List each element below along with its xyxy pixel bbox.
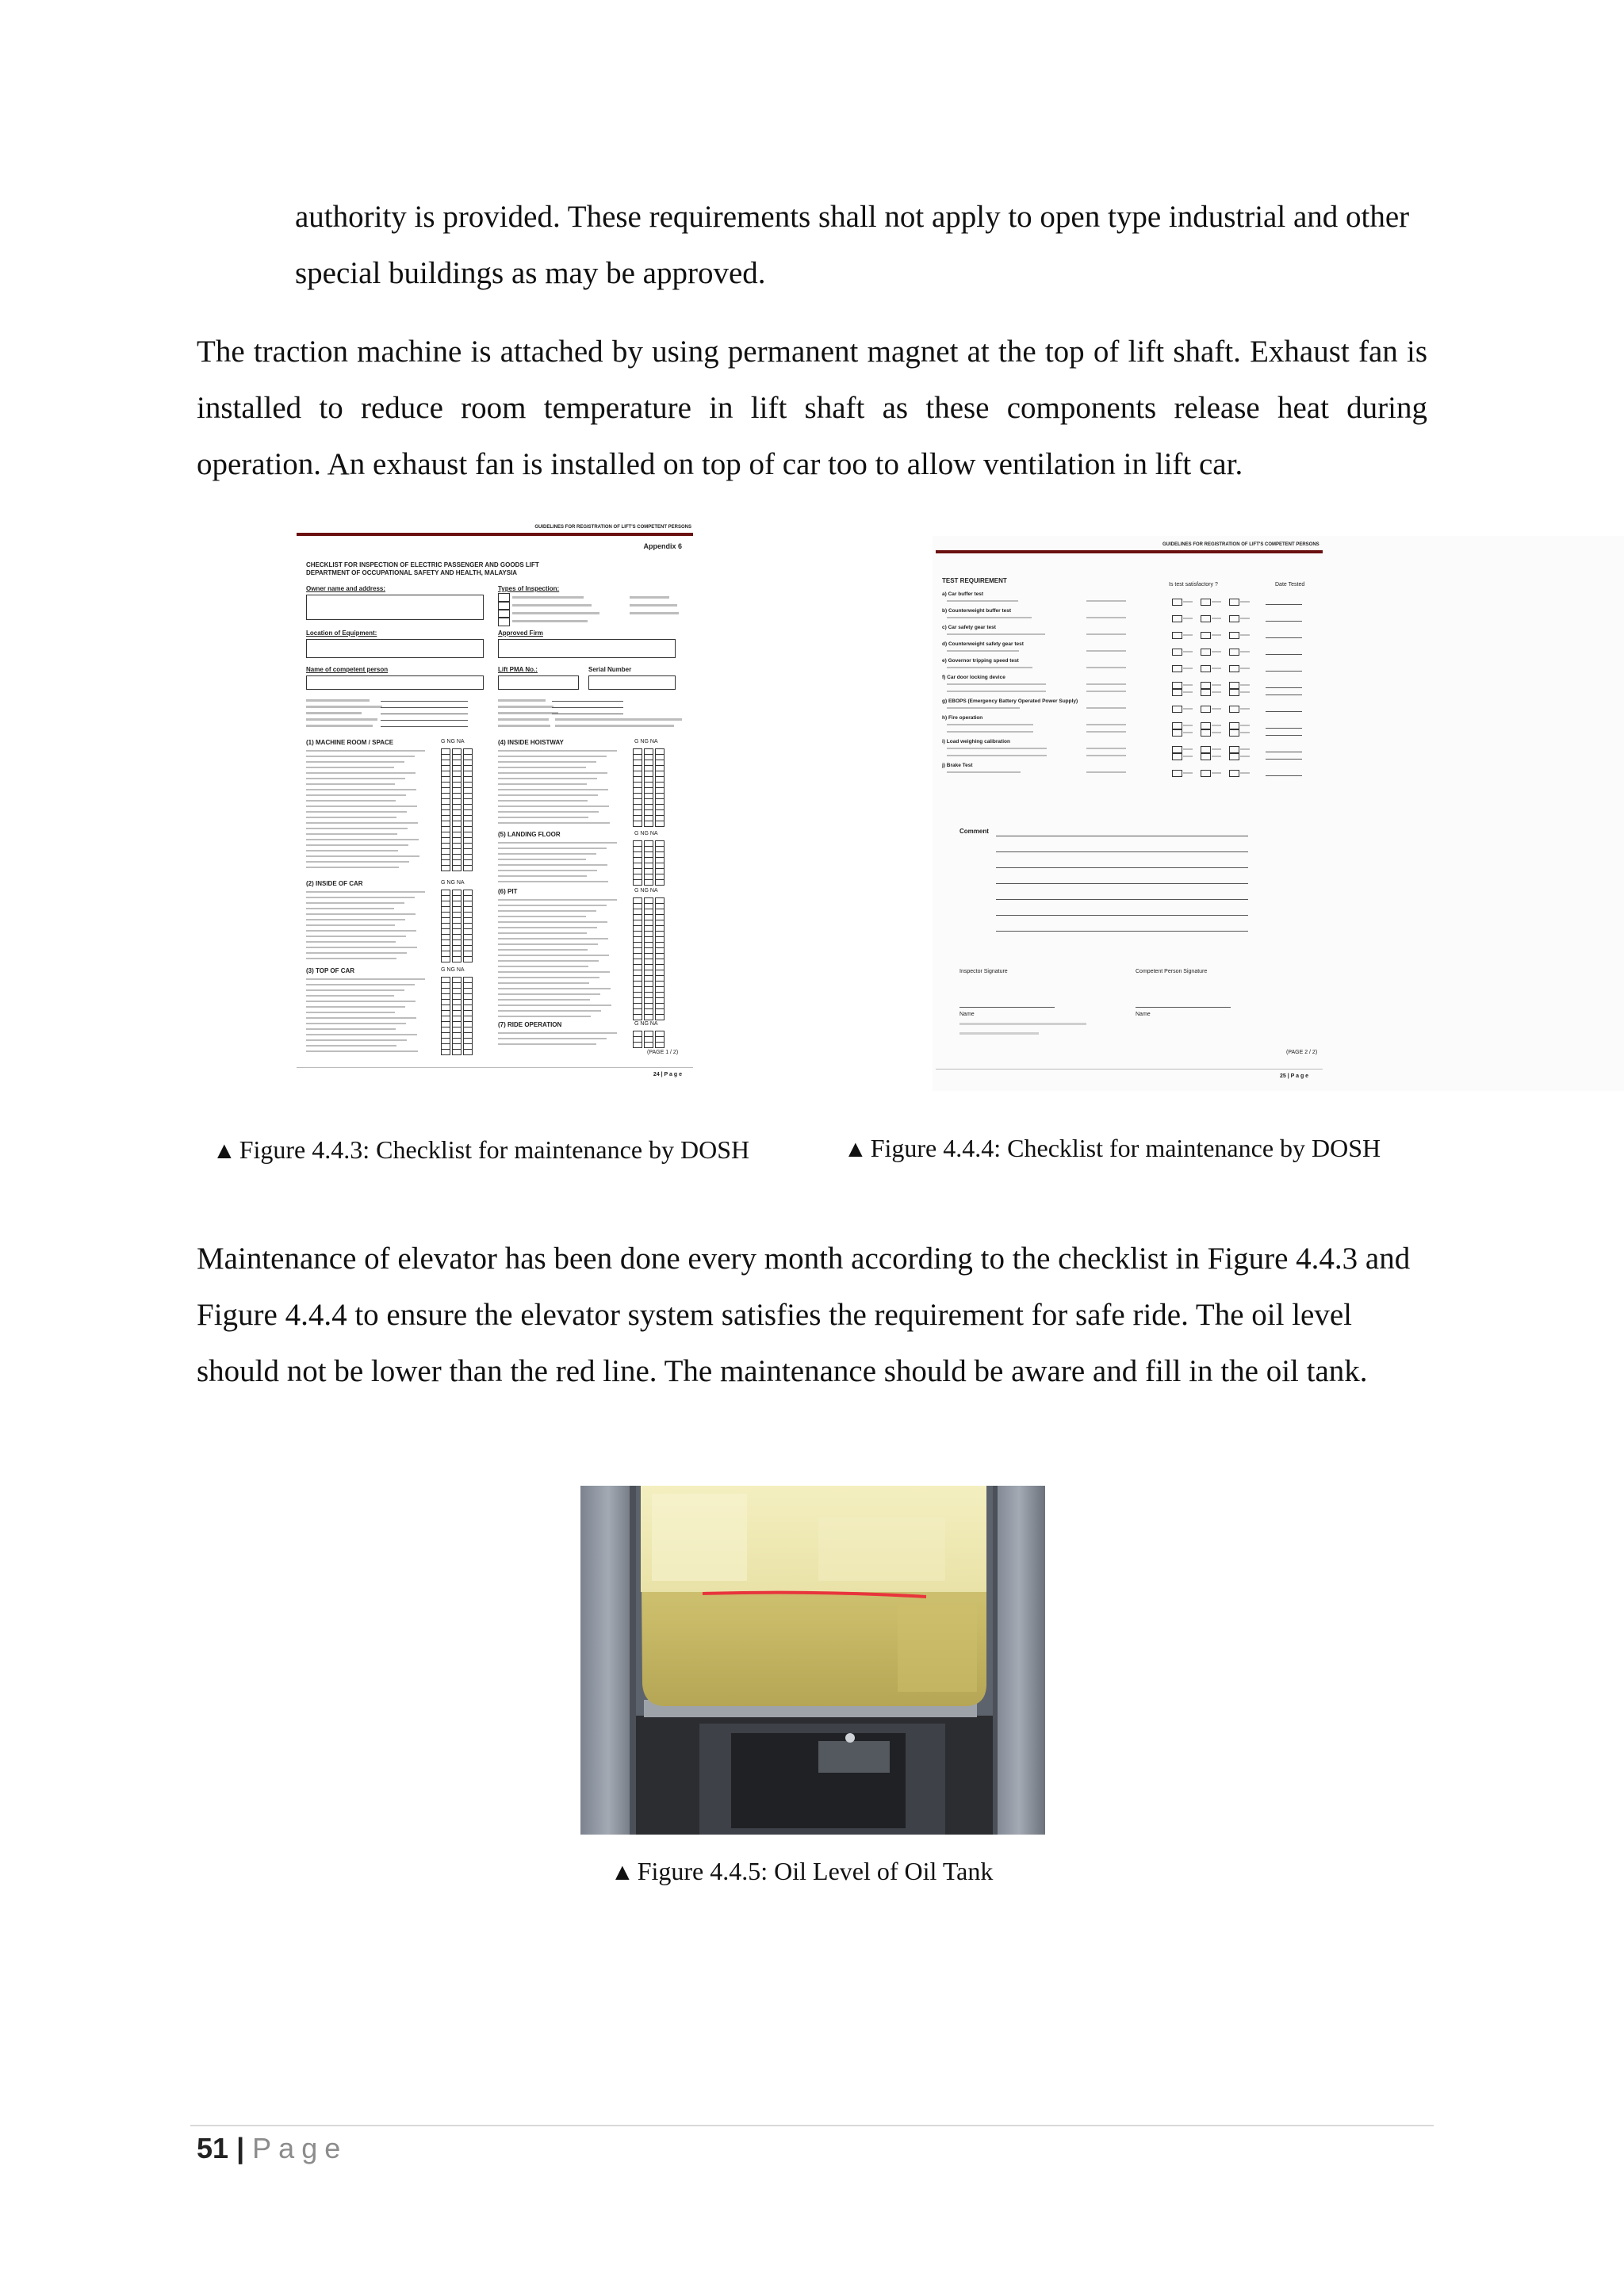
test-checkbox [1229,706,1239,713]
checklist-row [498,783,587,785]
checklist-checkbox [463,1049,473,1055]
checklist-row [498,811,599,813]
test-checkbox [1172,689,1182,696]
section-inside-hoistway: (4) INSIDE HOISTWAY [498,739,564,746]
column-headings: G NG NA [441,880,465,886]
column-headings: G NG NA [441,739,465,744]
test-checkbox [1201,753,1211,760]
test-item-label: i) Load weighing calibration [942,739,1010,744]
checklist-checkbox [655,879,665,886]
test-checkbox [1172,729,1182,737]
checklist-row [306,855,419,857]
page-number: 51 [197,2132,229,2164]
checklist-row [306,924,395,926]
checklist-checkbox [441,956,450,962]
checklist-row [306,978,425,980]
checklist-row [498,910,596,912]
checklist-row [498,955,609,956]
checklist-checkbox [633,821,642,827]
checklist-row [306,930,416,932]
caption-text: Figure 4.4.3: Checklist for maintenance by DOSH [239,1135,750,1164]
test-item-label: h) Fire operation [942,715,983,721]
location-label: Location of Equipment: [306,629,377,637]
checklist-row [498,921,607,923]
checklist-title: CHECKLIST FOR INSPECTION OF ELECTRIC PASSENGER AND GOODS LIFT [306,561,539,568]
test-interval [1086,617,1126,618]
test-item-label: f) Car door locking device [942,675,1005,680]
checklist-row [306,989,404,991]
checklist-checkbox [655,1014,665,1020]
checklist-checkbox [633,879,642,886]
test-interval [1086,600,1126,602]
test-subitem [947,755,1047,756]
section-inside-car: (2) INSIDE OF CAR [306,880,363,887]
footer-separator: | [236,2132,245,2164]
checklist-row [306,750,425,752]
checklist-checkbox [441,1049,450,1055]
checklist-row [498,848,607,849]
checklist-row [498,1043,596,1045]
test-checkbox [1229,753,1239,760]
checklist-row [306,828,408,829]
pma-field [498,675,579,690]
checklist-row [306,1017,416,1019]
caption-marker-icon: ▲ [611,1859,634,1885]
test-checkbox [1201,682,1211,689]
test-interval [1086,650,1126,652]
column-headings: G NG NA [441,967,465,973]
scan-page-number: 25 | P a g e [1280,1073,1309,1079]
appendix-label: Appendix 6 [643,542,682,550]
checklist-checkbox [633,1014,642,1020]
checklist-checkbox [452,865,462,871]
test-checkbox [1201,770,1211,777]
checklist-row [306,936,406,937]
checklist-row [498,960,599,962]
checklist-checkbox [463,865,473,871]
checklist-row [498,927,597,928]
satisfactory-column: Is test satisfactory ? [1169,582,1218,587]
checklist-row [498,988,611,989]
checklist-row [498,806,609,807]
section-machine-room: (1) MACHINE ROOM / SPACE [306,739,394,746]
checklist-row [306,1034,417,1035]
checklist-row [306,811,407,813]
page-of-label: (PAGE 1 / 2) [647,1050,679,1055]
test-subitem [947,617,1032,618]
firm-field [498,639,676,658]
test-subitem [947,691,1046,692]
figure-4-4-4-caption [844,1132,1381,1165]
competent-person-label: Name of competent person [306,666,389,673]
checklist-checkbox [655,821,665,827]
test-checkbox [1229,615,1239,622]
page-word: Page [252,2132,348,2164]
test-checkbox [1201,632,1211,639]
checklist-row [498,794,598,796]
checklist-row [306,778,405,779]
name-label-2: Name [1136,1012,1151,1017]
checklist-row [306,867,399,868]
checklist-row [498,999,590,1001]
test-checkbox [1172,770,1182,777]
checklist-row [306,897,415,898]
test-checkbox [1201,729,1211,737]
test-interval [1086,691,1126,692]
test-subitem [947,650,1019,652]
checklist-row [498,778,597,779]
checklist-checkbox [441,865,450,871]
checklist-row [306,817,396,818]
test-subitem [947,731,1033,733]
test-subitem [947,667,1032,668]
checklist-checkbox [633,1042,642,1048]
test-checkbox [1201,665,1211,672]
checklist-row [306,1028,396,1030]
checkbox [498,617,510,626]
caption-marker-icon: ▲ [844,1136,868,1162]
checklist-row [498,966,588,967]
checklist-row [306,761,404,763]
checklist-row [498,916,586,917]
oil-tank-photo [580,1486,1045,1835]
checklist-row [498,853,596,855]
header-rule [297,533,693,536]
checklist-row [306,1050,418,1052]
test-checkbox [1201,615,1211,622]
checklist-row [306,891,425,893]
checklist-checkbox [463,956,473,962]
checklist-row [498,1016,591,1017]
checklist-row [498,756,607,757]
checklist-row [306,772,416,774]
test-item-label: j) Brake Test [942,763,973,768]
checklist-row [306,902,404,904]
date-tested-column: Date Tested [1275,582,1305,587]
competent-signature-label: Competent Person Signature [1136,969,1208,974]
paragraph-1: authority is provided. These requirements shall not apply to open type industrial and other special buildings as may be approved. [295,200,1410,290]
checklist-checkbox [452,1049,462,1055]
checklist-row [306,913,416,915]
checklist-row [498,761,596,763]
test-checkbox [1172,599,1182,606]
checklist-row [498,772,607,774]
checklist-department: DEPARTMENT OF OCCUPATIONAL SAFETY AND HEALTH, MALAYSIA [306,569,518,576]
page-footer [197,2131,347,2166]
checklist-row [306,952,407,954]
checklist-checkbox [644,1014,653,1020]
owner-field [306,595,484,620]
test-item-label: d) Counterweight safety gear test [942,641,1024,647]
checklist-row [306,1039,407,1041]
test-item-label: c) Car safety gear test [942,625,996,630]
test-checkbox [1201,649,1211,656]
section-landing-floor: (5) LANDING FLOOR [498,831,561,838]
checklist-row [498,817,588,818]
location-field [306,639,484,658]
checklist-row [306,908,394,909]
test-subitem [947,683,1046,685]
test-subitem [947,748,1047,749]
test-checkbox [1229,599,1239,606]
test-checkbox [1172,665,1182,672]
test-subitem [947,707,1020,709]
checklist-row [498,870,597,871]
inspector-signature-label: Inspector Signature [959,969,1008,974]
checklist-row [498,938,608,939]
test-checkbox [1172,649,1182,656]
test-interval [1086,633,1126,635]
test-item-label: b) Counterweight buffer test [942,608,1012,614]
test-checkbox [1229,632,1239,639]
checklist-checkbox [644,821,653,827]
comment-label: Comment [959,828,989,835]
test-checkbox [1172,632,1182,639]
checklist-row [498,789,608,790]
test-interval [1086,724,1126,725]
checklist-row [498,949,588,951]
checklist-row [498,899,617,901]
checklist-row [306,756,415,757]
oil-tank-illustration [580,1486,1045,1835]
checklist-row [498,881,608,882]
test-checkbox [1201,706,1211,713]
checklist-row [306,850,398,851]
serial-label: Serial Number [588,666,632,673]
checklist-row [498,1004,611,1006]
pma-label: Lift PMA No.: [498,666,538,673]
test-checkbox [1229,746,1239,753]
checklist-row [498,982,589,984]
checklist-row [498,1032,617,1034]
checklist-row [498,905,607,906]
section-top-of-car: (3) TOP OF CAR [306,967,355,974]
checklist-row [306,941,396,943]
checklist-row [498,932,587,934]
name-label-1: Name [959,1012,975,1017]
test-checkbox [1229,689,1239,696]
checklist-row [498,750,617,752]
column-headings: G NG NA [634,888,658,894]
test-interval [1086,667,1126,668]
test-subitem [947,771,1021,773]
section-pit: (6) PIT [498,888,518,895]
test-interval [1086,771,1126,773]
test-checkbox [1201,722,1211,729]
checklist-row [306,833,397,835]
checklist-checkbox [644,879,653,886]
checklist-row [306,783,395,785]
test-interval [1086,707,1126,709]
checklist-row [306,822,418,824]
checklist-row [306,861,409,863]
checklist-row [306,794,406,796]
checklist-row [498,859,586,860]
checklist-row [498,875,587,877]
caption-text: Figure 4.4.4: Checklist for maintenance by DOSH [870,1134,1381,1162]
figure-4-4-3-image [293,523,696,1085]
column-headings: G NG NA [634,739,658,744]
checklist-row [498,943,598,945]
checklist-row [498,864,607,866]
figure-4-4-5-caption [611,1855,993,1888]
figure-header: GUIDELINES FOR REGISTRATION OF LIFT'S COMPETENT PERSONS [534,525,691,530]
checklist-checkbox [452,956,462,962]
test-checkbox [1229,770,1239,777]
test-interval [1086,748,1126,749]
scan-page-number: 24 | P a g e [653,1072,682,1077]
checklist-row [498,993,600,995]
test-checkbox [1172,615,1182,622]
checklist-row [306,947,417,948]
caption-text: Figure 4.4.5: Oil Level of Oil Tank [637,1857,994,1885]
test-subitem [947,633,1045,635]
header-rule [936,550,1323,553]
test-checkbox [1201,746,1211,753]
checklist-row [498,822,610,824]
test-checkbox [1201,599,1211,606]
page-of-label: (PAGE 2 / 2) [1286,1050,1318,1055]
test-subitem [947,600,1018,602]
checklist-row [498,1010,601,1012]
checklist-row [498,1038,607,1039]
footer-divider [190,2125,1434,2126]
checklist-row [498,842,617,844]
checklist-row [498,800,588,802]
test-interval [1086,683,1126,685]
checklist-row [306,995,394,997]
serial-field [588,675,676,690]
paragraph-2: The traction machine is attached by using permanent magnet at the top of lift shaft. Exhaust fan is installed to reduce room temperature in lift shaft as these components release heat during operation. An exhaust fan is installed on top of car too to allow ventilation in lift car. [197,335,1427,481]
checklist-row [306,1012,395,1013]
column-headings: G NG NA [634,831,658,836]
checklist-row [306,767,394,768]
person-field [306,675,484,690]
paragraph-3: Maintenance of elevator has been done every month according to the checklist in Figure 4.4.3 and Figure 4.4.4 to ensure the elevator system satisfies the requirement for safe ride. The oil level should not be lower than the red line. The maintenance should be aware and fill in the oil tank. [197,1242,1411,1388]
test-item-label: e) Governor tripping speed test [942,658,1019,664]
checklist-row [498,971,610,973]
figure-4-4-4-image [933,536,1624,1091]
test-checkbox [1172,746,1182,753]
figure-4-4-3-caption [213,1134,749,1167]
checklist-checkbox [655,1042,665,1048]
test-checkbox [1229,649,1239,656]
checklist-row [498,767,586,768]
test-checkbox [1229,682,1239,689]
checklist-row [306,844,408,846]
owner-label: Owner name and address: [306,585,386,592]
test-checkbox [1172,722,1182,729]
checklist-row [306,1001,416,1002]
section-ride-operation: (7) RIDE OPERATION [498,1021,562,1028]
test-checkbox [1229,722,1239,729]
checklist-row [306,1045,396,1047]
column-headings: G NG NA [634,1021,658,1027]
checklist-row [306,839,419,840]
test-subitem [947,724,1033,725]
test-checkbox [1229,729,1239,737]
test-checkbox [1172,706,1182,713]
test-interval [1086,731,1126,733]
checklist-row [306,919,405,920]
caption-marker-icon: ▲ [213,1138,236,1164]
checklist-checkbox [644,1042,653,1048]
checklist-row [306,1006,405,1008]
checklist-row [306,800,396,802]
checklist-row [306,984,415,985]
checklist-row [306,806,417,807]
test-checkbox [1201,689,1211,696]
checklist-row [306,958,396,959]
test-item-label: g) EBOPS (Emergency Battery Operated Power Supply) [942,698,1078,704]
test-checkbox [1172,682,1182,689]
test-requirement-label: TEST REQUIREMENT [942,577,1007,584]
checklist-row [306,789,416,790]
figure-header: GUIDELINES FOR REGISTRATION OF LIFT'S COMPETENT PERSONS [1162,542,1320,547]
checklist-row [306,1023,406,1024]
test-item-label: a) Car buffer test [942,591,984,597]
approved-firm-label: Approved Firm [498,629,543,637]
test-checkbox [1172,753,1182,760]
types-of-inspection-label: Types of Inspection: [498,585,560,592]
test-interval [1086,755,1126,756]
checklist-row [498,977,599,978]
test-checkbox [1229,665,1239,672]
